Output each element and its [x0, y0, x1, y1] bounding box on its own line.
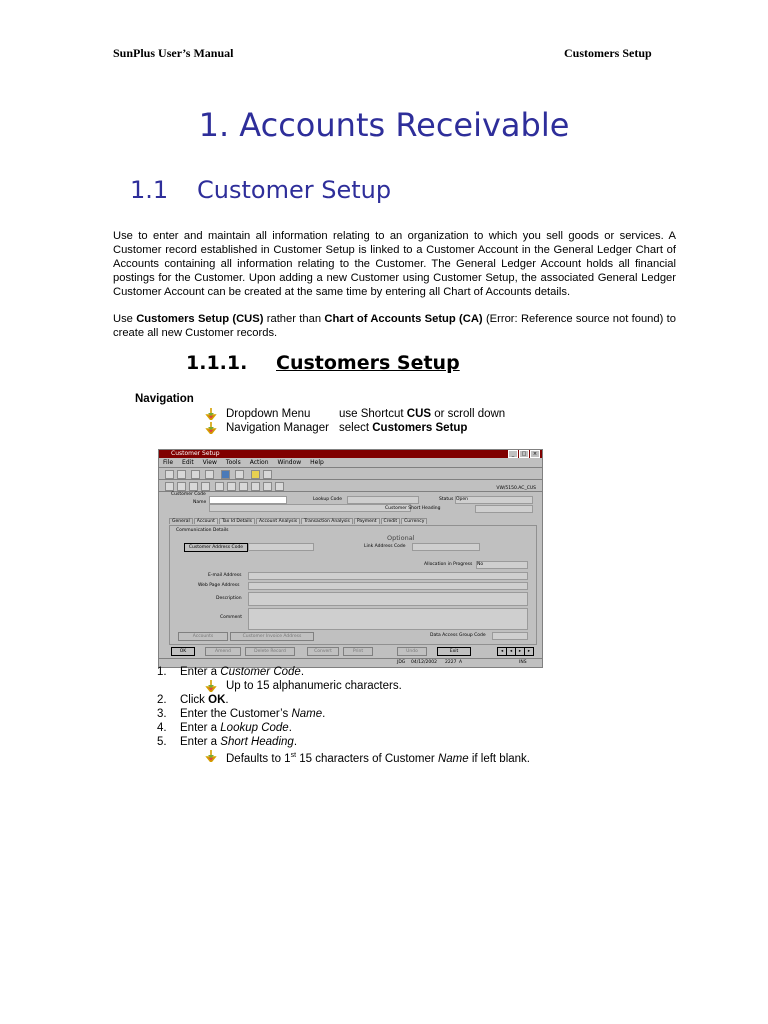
- data-access-group-label: Data Access Group Code: [430, 633, 486, 638]
- step-1-sub: [157, 679, 657, 693]
- query-icon[interactable]: [263, 470, 272, 479]
- bullet-arrow-icon: [205, 422, 217, 434]
- bullet-arrow-icon: [205, 680, 217, 692]
- nav-action-pre: use Shortcut: [339, 408, 407, 420]
- web-page-label: Web Page Address: [198, 583, 240, 588]
- subsection-number: 1.1.1.: [186, 352, 248, 374]
- nav-action-pre: select: [339, 422, 373, 434]
- window-menu-bar: [159, 458, 542, 468]
- step-text: Enter the Customer’s: [180, 708, 292, 720]
- use-text-mid: rather than: [263, 313, 325, 325]
- amend-button[interactable]: Amend: [205, 647, 241, 656]
- menu-tools[interactable]: Tools: [225, 459, 241, 466]
- step-bold: OK: [208, 694, 226, 706]
- sub-pre: Defaults to 1: [226, 752, 291, 765]
- navigation-heading: Navigation: [135, 393, 194, 405]
- step-3: [157, 707, 657, 721]
- nav-action-dropdown: [339, 407, 505, 421]
- step-italic: Short Heading: [220, 736, 294, 748]
- step-5-sub: [157, 749, 657, 763]
- step-post: .: [293, 736, 298, 748]
- sub-post: if left blank.: [468, 752, 530, 765]
- print-button[interactable]: Print: [343, 647, 373, 656]
- use-text-bold1: Customers Setup (CUS): [136, 313, 264, 325]
- sub-sup: st: [290, 752, 297, 759]
- nav-last-icon[interactable]: ▸: [524, 647, 534, 656]
- window-tabs: [169, 518, 428, 524]
- step-text: Click: [180, 694, 209, 706]
- print-icon[interactable]: [191, 470, 200, 479]
- step-number: 3.: [157, 708, 167, 720]
- subsection-title: Customers Setup: [276, 352, 460, 374]
- tab-transaction-analysis[interactable]: Transaction Analysis: [301, 518, 353, 524]
- exit-button[interactable]: Exit: [437, 647, 471, 656]
- lookup-code-label: Lookup Code: [313, 497, 343, 502]
- tab-credit[interactable]: Credit: [381, 518, 401, 524]
- customer-setup-window: [158, 449, 543, 668]
- step-italic: Lookup Code: [220, 722, 289, 734]
- link-address-label: Link Address Code: [364, 544, 406, 549]
- minimize-icon[interactable]: _: [508, 450, 518, 458]
- name-label: Name: [193, 500, 207, 505]
- step-text: Enter a: [180, 666, 221, 678]
- customer-address-code-button[interactable]: Customer Address Code: [184, 543, 248, 552]
- comment-input[interactable]: [248, 608, 528, 630]
- nav-action-bold: CUS: [406, 408, 432, 420]
- nav-label-dropdown: Dropdown Menu: [226, 408, 311, 420]
- step-1: [157, 665, 657, 679]
- next-record-icon[interactable]: [239, 482, 248, 491]
- tab-panel: [169, 525, 537, 645]
- chapter-title: 1. Accounts Receivable: [198, 106, 570, 144]
- customer-code-input[interactable]: [209, 496, 287, 504]
- customer-code-label: Customer Code: [171, 492, 206, 497]
- tab-account[interactable]: Account: [194, 518, 218, 524]
- back-icon[interactable]: [165, 470, 174, 479]
- step-number: 1.: [157, 666, 167, 678]
- intro-paragraph: Use to enter and maintain all information relating to an organization to which you sell goods or services. A Customer record established in Customer Setup is linked to a Customer Account in the General Ledger Chart of Accounts containing all information relating to the Customer. The General Ledger Account holds all financial postings for the Customer. Upon adding a new Customer using Customer Setup, the associated General Ledger Customer Account can be created at the same time by entering all Chart of Accounts details.: [113, 230, 676, 298]
- tab-general[interactable]: General: [169, 518, 193, 524]
- toolbar-row-2: [159, 480, 542, 492]
- status-label: Status: [439, 497, 454, 502]
- use-paragraph: [113, 312, 676, 340]
- short-heading-input[interactable]: [475, 505, 533, 513]
- section-number: 1.1: [130, 176, 169, 204]
- help-icon[interactable]: [251, 470, 260, 479]
- header-right: Customers Setup: [564, 46, 652, 60]
- status-mode: A: [459, 660, 463, 665]
- close-icon[interactable]: ×: [530, 450, 540, 458]
- step-5: [157, 735, 657, 749]
- step-1-subtext: Up to 15 alphanumeric characters.: [226, 680, 402, 692]
- menu-action[interactable]: Action: [249, 459, 269, 466]
- grid-icon[interactable]: [189, 482, 198, 491]
- menu-file[interactable]: File: [163, 459, 174, 466]
- status-user: JDG: [397, 660, 406, 665]
- save-icon[interactable]: [221, 470, 230, 479]
- tab-account-analysis[interactable]: Account Analysis: [256, 518, 300, 524]
- delete-record-button[interactable]: Delete Record: [245, 647, 295, 656]
- list-icon[interactable]: [201, 482, 210, 491]
- nav-action-bold: Customers Setup: [372, 422, 468, 434]
- customer-address-code-input[interactable]: [248, 543, 314, 551]
- optional-label: Optional: [387, 534, 415, 542]
- undo-button[interactable]: Undo: [397, 647, 427, 656]
- window-controls: [507, 450, 540, 458]
- use-text-pre: Use: [113, 313, 137, 325]
- nav-prev-icon[interactable]: ◂: [506, 647, 516, 656]
- email-input[interactable]: [248, 572, 528, 580]
- bullet-arrow-icon: [205, 408, 217, 420]
- step-text: Enter a: [180, 722, 221, 734]
- menu-edit[interactable]: Edit: [182, 459, 194, 466]
- section-title: Customer Setup: [197, 176, 392, 204]
- status-field-code: 2227: [445, 660, 457, 665]
- nav-first-icon[interactable]: ◂: [497, 647, 507, 656]
- step-number: 4.: [157, 722, 167, 734]
- tab-tax-id[interactable]: Tax Id Details: [219, 518, 255, 524]
- allocation-field: No: [476, 561, 528, 569]
- lookup-code-input[interactable]: [347, 496, 419, 504]
- step-post: .: [225, 694, 229, 706]
- step-number: 2.: [157, 694, 167, 706]
- first-record-icon[interactable]: [215, 482, 224, 491]
- accounts-button[interactable]: Accounts: [178, 632, 228, 641]
- link-address-input[interactable]: [412, 543, 480, 551]
- menu-view[interactable]: View: [202, 459, 217, 466]
- window-title-bar: [159, 450, 542, 458]
- find-icon[interactable]: [235, 470, 244, 479]
- status-date: 04/12/2002: [411, 660, 437, 665]
- description-label: Description: [216, 596, 242, 601]
- description-input[interactable]: [248, 592, 528, 606]
- web-page-input[interactable]: [248, 582, 528, 590]
- nav-label-manager: Navigation Manager: [226, 422, 329, 434]
- use-text-post: (Error: Reference source not found) to create all new Customer records.: [113, 313, 676, 339]
- sub-italic: Name: [437, 752, 469, 765]
- refresh-icon[interactable]: [263, 482, 272, 491]
- communication-label: Communication Details: [176, 528, 229, 533]
- step-post: .: [322, 708, 326, 720]
- step-number: 5.: [157, 736, 167, 748]
- printer-icon[interactable]: [275, 482, 284, 491]
- step-post: .: [300, 666, 305, 678]
- status-field: Open: [455, 496, 533, 504]
- email-label: E-mail Address: [208, 573, 242, 578]
- convert-button[interactable]: Convert: [307, 647, 339, 656]
- customer-invoice-address-button[interactable]: Customer Invoice Address: [230, 632, 314, 641]
- menu-window[interactable]: Window: [277, 459, 302, 466]
- step-4: [157, 721, 657, 735]
- use-text-bold2: Chart of Accounts Setup (CA): [324, 313, 483, 325]
- forward-icon[interactable]: [177, 470, 186, 479]
- previous-record-icon[interactable]: [227, 482, 236, 491]
- sub-mid: 15 characters of Customer: [296, 752, 438, 765]
- toolbar-row-1: [159, 468, 542, 480]
- bullet-arrow-icon: [205, 750, 217, 762]
- step-text: Enter a: [180, 736, 221, 748]
- nav-next-icon[interactable]: ▸: [515, 647, 525, 656]
- steps-list: [157, 665, 657, 763]
- status-ins: INS: [519, 660, 527, 665]
- cut-icon[interactable]: [205, 470, 214, 479]
- window-code: VW/5150.AC_CUS: [496, 486, 536, 491]
- menu-help[interactable]: Help: [310, 459, 324, 466]
- step-italic: Name: [291, 708, 323, 720]
- step-post: .: [288, 722, 292, 734]
- step-2: [157, 693, 657, 707]
- header-left: SunPlus User’s Manual: [113, 46, 234, 60]
- last-record-icon[interactable]: [251, 482, 260, 491]
- window-title: Customer Setup: [171, 450, 220, 457]
- new-icon[interactable]: [165, 482, 174, 491]
- step-italic: Customer Code: [220, 666, 301, 678]
- short-heading-label: Customer Short Heading: [385, 506, 441, 511]
- maximize-icon[interactable]: □: [519, 450, 529, 458]
- nav-action-manager: [339, 421, 467, 435]
- tab-payment[interactable]: Payment: [354, 518, 380, 524]
- tab-currency[interactable]: Currency: [401, 518, 427, 524]
- ok-button[interactable]: OK: [171, 647, 195, 656]
- open-icon[interactable]: [177, 482, 186, 491]
- nav-action-post: or scroll down: [431, 408, 506, 420]
- step-5-subtext: [226, 749, 530, 766]
- data-access-group-input[interactable]: [492, 632, 528, 640]
- comment-label: Comment: [220, 615, 243, 620]
- allocation-label: Allocation in Progress: [424, 562, 473, 567]
- name-input[interactable]: [209, 504, 411, 512]
